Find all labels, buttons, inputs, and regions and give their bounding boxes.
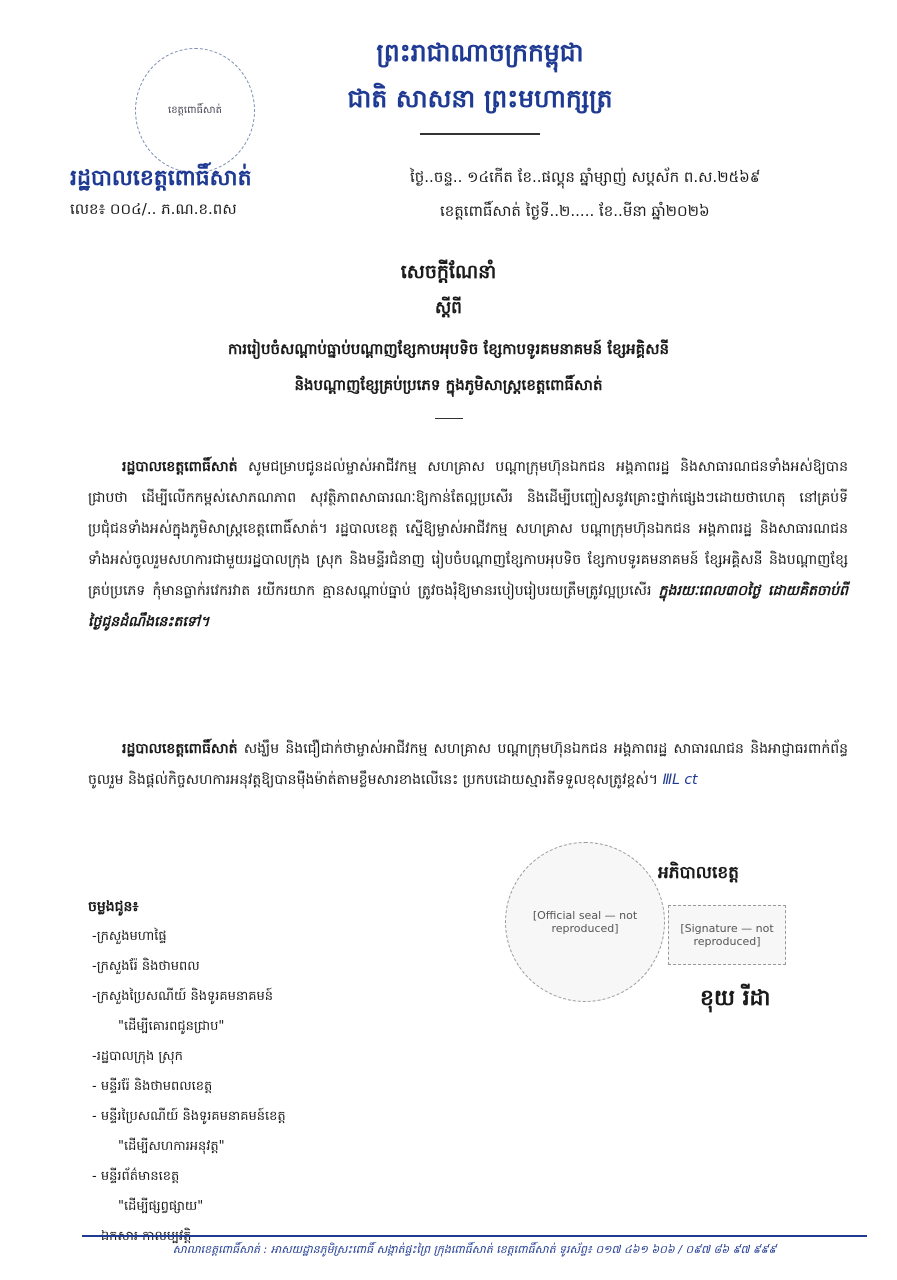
subject-line: ការរៀបចំសណ្តាប់ធ្នាប់បណ្តាញខ្សែកាបអុបទិច ខ្សែកាបទូរគមនាគមន៍ ខ្សែអគ្គិសនី [227,340,670,358]
cc-list [92,922,286,1252]
body-paragraph [88,452,848,638]
cc-item-note: "ដើម្បីផ្សព្វផ្សាយ" [118,1199,204,1214]
signatory-name: ខុយ រីដា [700,986,771,1011]
header-ornament [420,133,540,135]
kingdom-heading: ព្រះរាជាណាចក្រកម្ពុជា [376,38,584,67]
body-paragraph [88,734,848,796]
cc-item: - មន្ទីររ៉ែ និងថាមពលខេត្ត [92,1079,213,1094]
document-about: ស្តីពី [435,298,462,318]
footer-address: សាលាខេត្តពោធិ៍សាត់ : អាសយដ្ឋានភូមិស្រះពោធិ៍ សង្កាត់ផ្ទះព្រៃ ក្រុងពោធិ៍សាត់ ខេត្តពោធិ៍សាត់ ទូរស័ព្ទ៖ ០១៧ ៤៦១ ៦០៦ / ០៩៧ ៨៦ ៩៧ ៩៩៩ [172,1243,777,1256]
provincial-logo [135,48,255,173]
paragraph-text: សង្ឃឹម និងជឿជាក់ថាម្ចាស់អាជីវកម្ម សហគ្រាស បណ្តាក្រុមហ៊ុនឯកជន អង្គភាពរដ្ឋ សាធារណជន និងអាជ្ញាធរពាក់ព័ន្ធ ចូលរួម និងផ្តល់កិច្ចសហការអនុវត្តឱ្យបានម៉ឺងម៉ាត់តាមខ្លឹមសារខាងលើនេះ ប្រកបដោយស្មារតីទទួលខុសត្រូវខ្ពស់។ [88,741,848,788]
cc-title: ចម្លងជូន៖ [88,899,139,915]
paragraph-lead: រដ្ឋបាលខេត្តពោធិ៍សាត់ [122,741,238,757]
paragraph-lead: រដ្ឋបាលខេត្តពោធិ៍សាត់ [122,459,238,475]
footer-divider [82,1235,867,1237]
cc-item-note: "ដើម្បីសហការអនុវត្ត" [118,1139,225,1154]
logo-caption: ខេត្តពោធិ៍សាត់ [168,105,222,116]
national-motto: ជាតិ សាសនា ព្រះមហាក្សត្រ [347,84,613,113]
cc-item: - មន្ទីរព័ត៌មានខេត្ត [92,1169,180,1184]
cc-item-note: "ដើម្បីគោរពជូនជ្រាប" [118,1019,225,1034]
subject-line: និងបណ្តាញខ្សែគ្រប់ប្រភេទ ក្នុងភូមិសាស្ត្រខេត្តពោធិ៍សាត់ [294,376,603,394]
cc-item: -ក្រសួងប្រៃសណីយ៍ និងទូរគមនាគមន៍ [92,989,273,1004]
cc-item: -ក្រសួងមហាផ្ទៃ [92,929,167,944]
paragraph-emphasis: ក្នុងរយៈពេល៣០ថ្ងៃ ដោយគិតចាប់ពីថ្ងៃជូនដំណឹងនេះតទៅ។ [88,583,848,630]
document-type: សេចក្តីណែនាំ [400,261,497,283]
signature-placeholder: [Signature — not reproduced] [668,905,786,965]
cc-item: -រដ្ឋបាលក្រុង ស្រុក [92,1049,183,1064]
signatory-title: អភិបាលខេត្ត [658,863,739,883]
solar-date: ខេត្តពោធិ៍សាត់ ថ្ងៃទី..២..... ខែ..មីនា ឆ្នាំ២០២៦ [440,202,710,220]
cc-item: -ក្រសួងរ៉ែ និងថាមពល [92,959,200,974]
reference-number: លេខ៖ ០០៤/.. ភ.ណ.ខ.ពស [70,200,237,218]
cc-item: - មន្ទីរប្រៃសណីយ៍ និងទូរគមនាគមន៍ខេត្ត [92,1109,286,1124]
paragraph-text: សូមជម្រាបជូនដល់ម្ចាស់អាជីវកម្ម សហគ្រាស បណ្តាក្រុមហ៊ុនឯកជន អង្គភាពរដ្ឋ និងសាធារណជនទាំងអស់ឱ្យបានជ្រាបថា ដើម្បីលើកកម្ពស់សោភណភាព សុវត្ថិភាពសាធារណៈឱ្យកាន់តែល្អប្រសើរ និងដើម្បីបញ្ចៀសនូវគ្រោះថ្នាក់ផ្សេងៗដោយថាហេតុ នៅគ្រប់ទីប្រជុំជនទាំងអស់ក្នុងភូមិសាស្ត្រខេត្តពោធិ៍សាត់។ រដ្ឋបាលខេត្ត ស្នើឱ្យម្ចាស់អាជីវកម្ម សហគ្រាស បណ្តាក្រុមហ៊ុនឯកជន អង្គភាពរដ្ឋ និងសាធារណជនទាំងអស់ចូលរួមសហការជាមួយរដ្ឋបាលក្រុង ស្រុក និងមន្ទីរជំនាញ រៀបចំបណ្តាញខ្សែកាបអុបទិច ខ្សែកាបទូរគមនាគមន៍ ខ្សែអគ្គិសនី និងបណ្តាញខ្សែគ្រប់ប្រភេទ កុំមានធ្លាក់រវេករវាត រយីករយាក គ្មានសណ្តាប់ធ្នាប់ ត្រូវចងរុំឱ្យមានរបៀបរៀបរយត្រឹមត្រូវល្អប្រសើរ [88,459,848,599]
subject-divider [435,418,463,419]
lunar-date: ថ្ងៃ..ចន្ទ.. ១៤កើត ខែ..ផល្គុន ឆ្នាំម្សាញ់ សប្តស័ក ព.ស.២៥៦៩ [410,168,761,186]
sender-name: រដ្ឋបាលខេត្តពោធិ៍សាត់ [70,166,252,191]
official-seal-placeholder: [Official seal — not reproduced] [505,842,665,1002]
handwritten-initials: ⅢL ct [662,772,698,788]
